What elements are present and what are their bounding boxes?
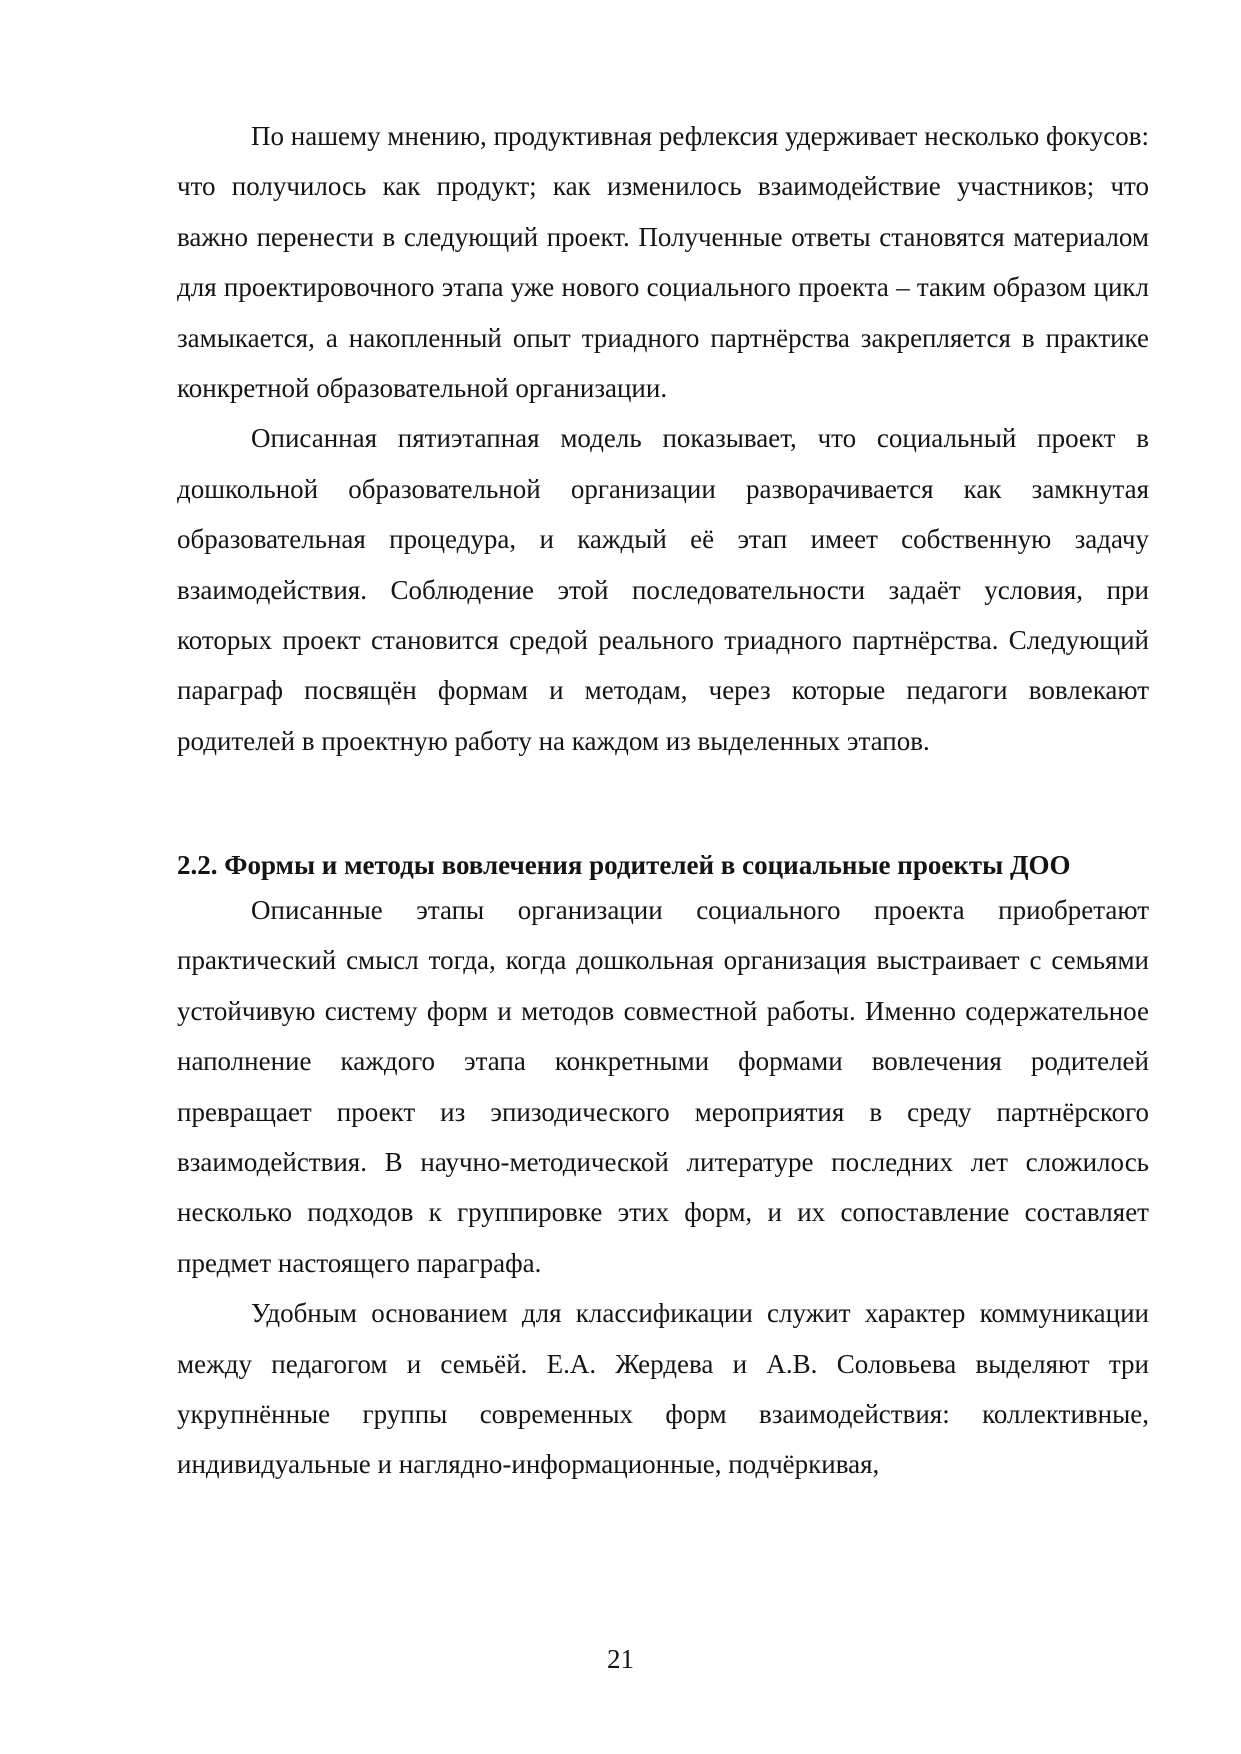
paragraph-classification-basis: Удобным основанием для классификации служит характер коммуникации между педагогом и семьёй. Е.А. Жердева и А.В. Соловьева выделяют три укрупнённые группы современных форм взаимодействия: коллективные, индивидуальные и наглядно-информационные, подчёркивая, (177, 1298, 1149, 1480)
page-number: 21 (607, 1644, 634, 1674)
paragraph-productive-reflection: По нашему мнению, продуктивная рефлексия удерживает несколько фокусов: что получилось как продукт; как изменилось взаимодействие участников; что важно перенести в следующий проект. Полученные ответы становятся материалом для проектировочного этапа уже нового социального проекта – таким образом цикл замыкается, а накопленный опыт триадного партнёрства закрепляется в практике конкретной образовательной организации. (177, 121, 1149, 404)
paragraph-forms-and-methods-intro: Описанные этапы организации социального проекта приобретают практический смысл тогда, когда дошкольная организация выстраивает с семьями устойчивую систему форм и методов совместной работы. Именно содержательное наполнение каждого этапа конкретными формами вовлечения родителей превращает проект из эпизодического мероприятия в среду партнёрского взаимодействия. В научно-методической литературе последних лет сложилось несколько подходов к группировке этих форм, и их сопоставление составляет предмет настоящего параграфа. (177, 895, 1149, 1278)
paragraph-five-stage-model: Описанная пятиэтапная модель показывает, что социальный проект в дошкольной образовательной организации разворачивается как замкнутая образовательная процедура, и каждый её этап имеет собственную задачу взаимодействия. Соблюдение этой последовательности задаёт условия, при которых проект становится средой реального триадного партнёрства. Следующий параграф посвящён формам и методам, через которые педагоги вовлекают родителей в проектную работу на каждом из выделенных этапов. (177, 423, 1149, 756)
body-text-after-heading (177, 885, 1149, 1490)
section-heading: 2.2. Формы и методы вовлечения родителей в социальные проекты ДОО (177, 850, 1071, 880)
body-text-before-heading (177, 111, 1149, 766)
